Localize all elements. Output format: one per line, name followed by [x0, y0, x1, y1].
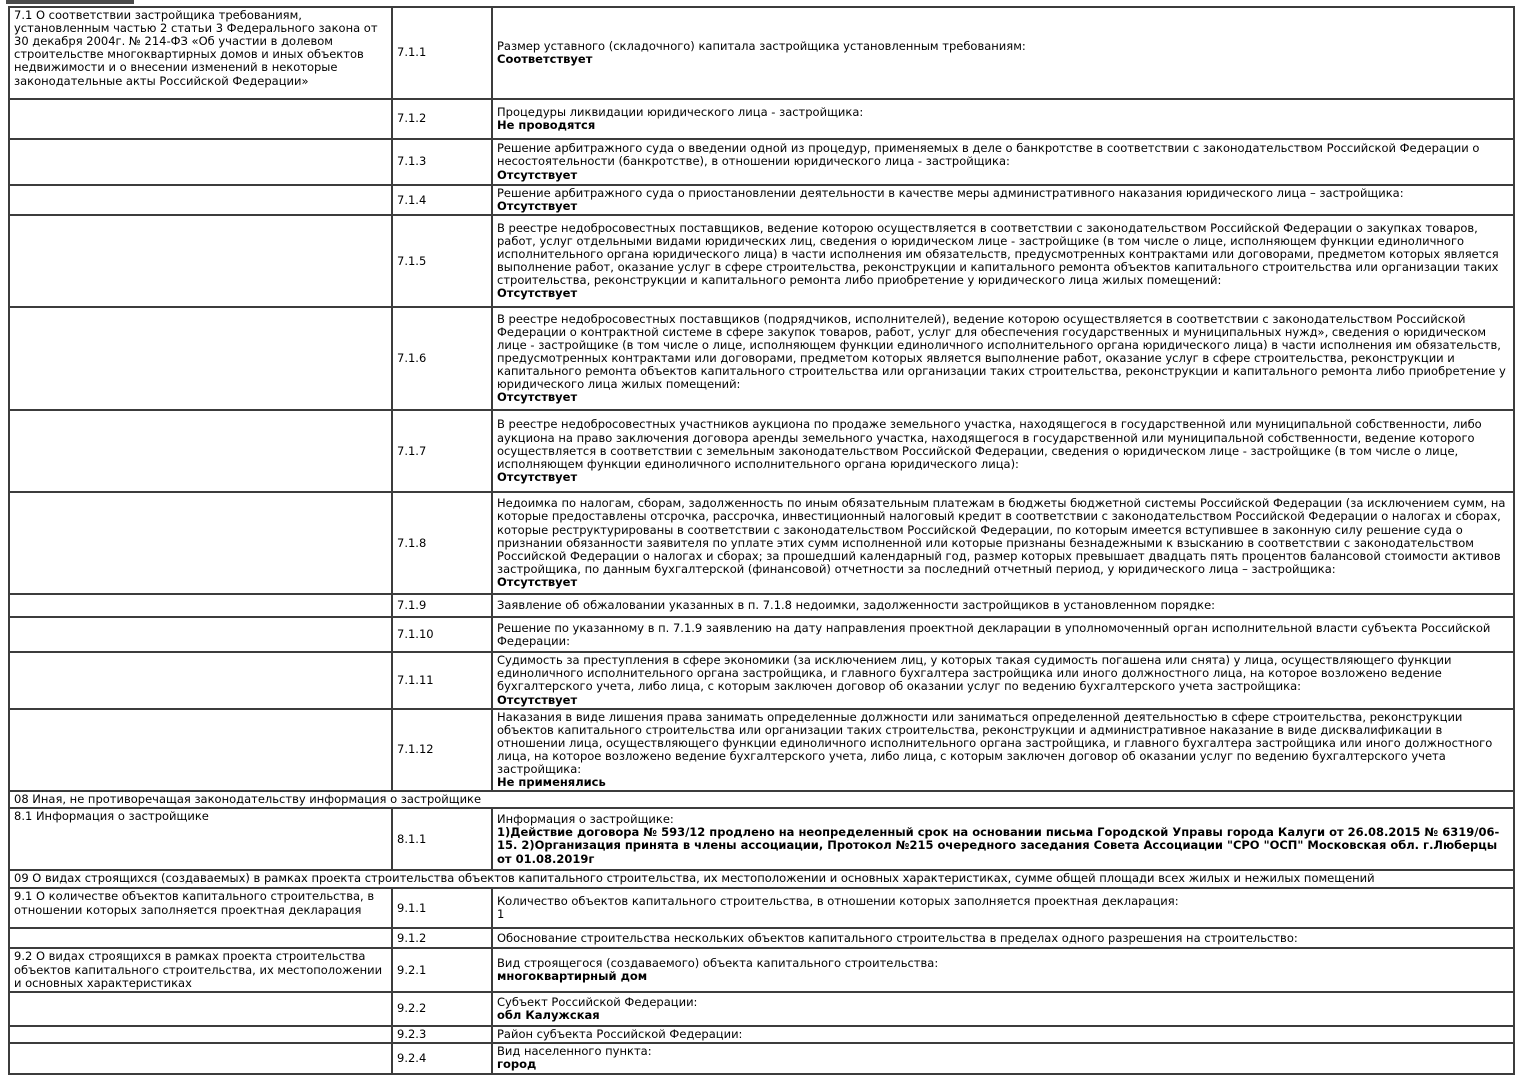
- item-number-cell: 7.1.6: [392, 307, 492, 410]
- content-cell: [492, 307, 1514, 410]
- section-header-row: [9, 791, 1514, 808]
- section-header: 09 О видах строящихся (создаваемых) в рамках проекта строительства объектов капитального строительства, их местоположении и основных характеристиках, сумме общей площади всех жилых и нежилых помещений: [9, 870, 1514, 888]
- content-value: город: [497, 1057, 537, 1072]
- item-number-cell: 9.1.2: [392, 928, 492, 948]
- content-cell: [492, 99, 1514, 139]
- row-description-cell: [9, 307, 392, 410]
- item-number-cell: 9.2.1: [392, 948, 492, 991]
- content-label: Район субъекта Российской Федерации:: [497, 1026, 743, 1041]
- row-description-cell: [9, 185, 392, 215]
- content-cell: [492, 215, 1514, 307]
- row-description-cell: 8.1 Информация о застройщике: [9, 808, 392, 870]
- item-number-cell: 7.1.5: [392, 215, 492, 307]
- row-description-cell: [9, 709, 392, 792]
- table-row: [9, 594, 1514, 617]
- row-description-cell: [9, 139, 392, 185]
- content-value: 1)Действие договора № 593/12 продлено на неопределенный срок на основании письма Городской Управы города Калуги от 26.08.2015 № 6319/06-15. 2)Организация принята в члены ассоциации, Протокол №215 очередного заседания Совета Ассоциации "СРО "ОСП" Московская обл. г.Люберцы от 01.08.2019г: [497, 825, 1500, 866]
- content-label: Размер уставного (складочного) капитала застройщика установленным требованиям:: [497, 38, 1026, 53]
- section-header: 08 Иная, не противоречащая законодательству информация о застройщике: [9, 791, 1514, 808]
- content-cell: [492, 888, 1514, 928]
- table-row: [9, 139, 1514, 185]
- content-label: Решение по указанному в п. 7.1.9 заявлению на дату направления проектной декларации в уполномоченный орган исполнительной власти субъекта Российской Федерации:: [497, 620, 1491, 648]
- content-label: Недоимка по налогам, сборам, задолженность по иным обязательным платежам в бюджеты бюджетной системы Российской Федерации (за исключением сумм, на которые предоставлены отсрочка, рассрочка, инвестиционный налоговый кредит в соответствии с законодательством Российской Федерации о налогах и сборах, которые реструктурированы в соответствии с законодательством Российской Федерации, по которым имеется вступившее в законную силу решение суда о признании обязанности заявителя по уплате этих сумм исполненной или которые признаны безнадежными к взысканию в соответствии с законодательством Российской Федерации о налогах и сборах; за прошедший календарный год, размер которых превышает двадцать пять процентов балансовой стоимости активов застройщика, по данным бухгалтерской (финансовой) отчетности за последний отчетный период, у юридического лица – застройщика:: [497, 496, 1506, 576]
- item-number-cell: 9.1.1: [392, 888, 492, 928]
- content-cell: [492, 594, 1514, 617]
- content-cell: [492, 948, 1514, 991]
- table-row: [9, 617, 1514, 652]
- content-cell: [492, 185, 1514, 215]
- content-cell: [492, 1026, 1514, 1043]
- content-cell: [492, 928, 1514, 948]
- content-cell: [492, 652, 1514, 708]
- content-cell: [492, 492, 1514, 594]
- page-edge-fragment: [6, 0, 134, 4]
- table-row: [9, 808, 1514, 870]
- content-cell: [492, 808, 1514, 870]
- content-cell: [492, 709, 1514, 792]
- row-description-cell: [9, 594, 392, 617]
- item-number-cell: 7.1.7: [392, 410, 492, 492]
- content-value: Отсутствует: [497, 469, 578, 484]
- table-row: [9, 1026, 1514, 1043]
- item-number-cell: 7.1.8: [392, 492, 492, 594]
- content-label: Процедуры ликвидации юридического лица - застройщика:: [497, 104, 864, 119]
- row-description-cell: 9.1 О количестве объектов капитального строительства, в отношении которых заполняется проектная декларация: [9, 888, 392, 928]
- content-label: Судимость за преступления в сфере экономики (за исключением лиц, у которых такая судимость погашена или снята) у лица, осуществляющего функции единоличного исполнительного органа застройщика, и главного бухгалтера застройщика или иного должностного лица, на которое возложено ведение бухгалтерского учета, либо лица, с которым заключен договор об оказании услуг по ведению бухгалтерского учета застройщика:: [497, 653, 1452, 694]
- content-cell: [492, 617, 1514, 652]
- content-value: Отсутствует: [497, 167, 578, 182]
- content-cell: [492, 1043, 1514, 1074]
- content-value: Не применялись: [497, 775, 606, 790]
- table-row: [9, 1043, 1514, 1074]
- table-row: [9, 928, 1514, 948]
- table-row: [9, 215, 1514, 307]
- item-number-cell: 8.1.1: [392, 808, 492, 870]
- row-description-cell: [9, 99, 392, 139]
- row-description-cell: [9, 652, 392, 708]
- content-label: Вид строящегося (создаваемого) объекта капитального строительства:: [497, 955, 939, 970]
- content-cell: [492, 139, 1514, 185]
- item-number-cell: 7.1.12: [392, 709, 492, 792]
- content-value: обл Калужская: [497, 1007, 600, 1022]
- content-cell: [492, 992, 1514, 1026]
- content-value: Не проводятся: [497, 118, 596, 132]
- row-description-cell: [9, 617, 392, 652]
- content-value: Отсутствует: [497, 199, 578, 214]
- row-description-cell: 9.2 О видах строящихся в рамках проекта строительства объектов капитального строительства, их местоположении и основных характеристиках: [9, 948, 392, 991]
- content-cell: [492, 7, 1514, 99]
- table-row: [9, 492, 1514, 594]
- section-header-row: [9, 870, 1514, 888]
- table-row: [9, 410, 1514, 492]
- content-value: Отсутствует: [497, 574, 578, 589]
- declaration-table: [8, 6, 1515, 1075]
- content-value: Отсутствует: [497, 692, 578, 707]
- content-label: Вид населенного пункта:: [497, 1044, 652, 1059]
- content-value: 1: [497, 907, 505, 922]
- content-label: Информация о застройщике:: [497, 812, 674, 827]
- table-row: [9, 99, 1514, 139]
- table-row: [9, 7, 1514, 99]
- table-row: [9, 307, 1514, 410]
- content-value: Отсутствует: [497, 390, 578, 405]
- row-description-cell: [9, 215, 392, 307]
- row-description-cell: [9, 1026, 392, 1043]
- item-number-cell: 7.1.2: [392, 99, 492, 139]
- table-row: [9, 652, 1514, 708]
- item-number-cell: 7.1.4: [392, 185, 492, 215]
- row-description-cell: [9, 1043, 392, 1074]
- table-row: [9, 992, 1514, 1026]
- item-number-cell: 7.1.3: [392, 139, 492, 185]
- content-label: Решение арбитражного суда о приостановлении деятельности в качестве меры административного наказания юридического лица – застройщика:: [497, 186, 1404, 200]
- row-description-cell: [9, 410, 392, 492]
- table-row: [9, 888, 1514, 928]
- content-label: Наказания в виде лишения права занимать определенные должности или заниматься определенной деятельностью в сфере строительства, реконструкции объектов капитального строительства или организации таких строительства, реконструкции и административное наказание в виде дисквалификации в отношении лица, осуществляющего функции единоличного исполнительного органа застройщика, и главного бухгалтера застройщика или иного должностного лица, на которое возложено ведение бухгалтерского учета, либо лица, с которым заключен договор об оказании услуг по ведению бухгалтерского учета застройщика:: [497, 709, 1493, 777]
- item-number-cell: 7.1.9: [392, 594, 492, 617]
- content-cell: [492, 410, 1514, 492]
- content-label: Решение арбитражного суда о введении одной из процедур, применяемых в деле о банкротстве в соответствии с законодательством Российской Федерации о несостоятельности (банкротстве), в отношении юридического лица - застройщика:: [497, 141, 1480, 169]
- content-value: Соответствует: [497, 52, 593, 66]
- table-row: [9, 709, 1514, 792]
- row-description-cell: [9, 928, 392, 948]
- content-label: Количество объектов капитального строительства, в отношении которых заполняется проектная декларация:: [497, 894, 1179, 909]
- item-number-cell: 9.2.2: [392, 992, 492, 1026]
- table-row: [9, 185, 1514, 215]
- content-label: Обоснование строительства нескольких объектов капитального строительства в пределах одного разрешения на строительство:: [497, 930, 1298, 945]
- item-number-cell: 9.2.4: [392, 1043, 492, 1074]
- item-number-cell: 7.1.10: [392, 617, 492, 652]
- content-label: Заявление об обжаловании указанных в п. 7.1.8 недоимки, задолженности застройщиков в установленном порядке:: [497, 598, 1216, 613]
- content-label: В реестре недобросовестных поставщиков, ведение которою осуществляется в соответствии с законодательством Российской Федерации о закупках товаров, работ, услуг отдельными видами юридических лиц, сведения о юридическом лице - застройщике (в том числе о лице, исполняющем функции единоличного исполнительного органа юридического лица) в части исполнения им обязательств, предусмотренных контрактами или договорами, предметом которых является выполнение работ, оказание услуг в сфере строительства, реконструкции и капитального ремонта объектов капитального строительства или организации таких строительства, реконструкции и капитального ремонта либо приобретение у юридического лица жилых помещений:: [497, 220, 1499, 288]
- content-label: Субъект Российской Федерации:: [497, 994, 698, 1009]
- table-row: [9, 948, 1514, 991]
- content-label: В реестре недобросовестных поставщиков (подрядчиков, исполнителей), ведение которою осуществляется в соответствии с законодательством Российской Федерации о контрактной системе в сфере закупок товаров, работ, услуг для обеспечения государственных и муниципальных нужд», сведения о юридическом лице - застройщике (в том числе о лице, исполняющем функции единоличного исполнительного органа юридического лица) в части исполнения им обязательств, предусмотренных контрактами или договорами, предметом которых является выполнение работ, оказание услуг в сфере строительства, реконструкции и капитального ремонта объектов капитального строительства или организации таких строительства, реконструкции и капитального ремонта либо приобретение у юридического лица жилых помещений:: [497, 311, 1506, 392]
- content-label: В реестре недобросовестных участников аукциона по продаже земельного участка, находящегося в государственной или муниципальной собственности, либо аукциона на право заключения договора аренды земельного участка, находящегося в государственной или муниципальной собственности, ведение которого осуществляется в соответствии с земельным законодательством Российской Федерации, сведения о юридическом лице - застройщике (в том числе о лице, исполняющем функции единоличного исполнительного органа юридического лица):: [497, 417, 1482, 471]
- item-number-cell: 7.1.11: [392, 652, 492, 708]
- content-value: Отсутствует: [497, 286, 578, 301]
- row-description-cell: [9, 992, 392, 1026]
- item-number-cell: 7.1.1: [392, 7, 492, 99]
- content-value: многоквартирный дом: [497, 969, 648, 984]
- row-description-cell: [9, 492, 392, 594]
- row-description-cell: 7.1 О соответствии застройщика требованиям, установленным частью 2 статьи 3 Федерального закона от 30 декабря 2004г. № 214-ФЗ «Об участии в долевом строительстве многоквартирных домов и иных объектов недвижимости и о внесении изменений в некоторые законодательные акты Российской Федерации»: [9, 7, 392, 99]
- item-number-cell: 9.2.3: [392, 1026, 492, 1043]
